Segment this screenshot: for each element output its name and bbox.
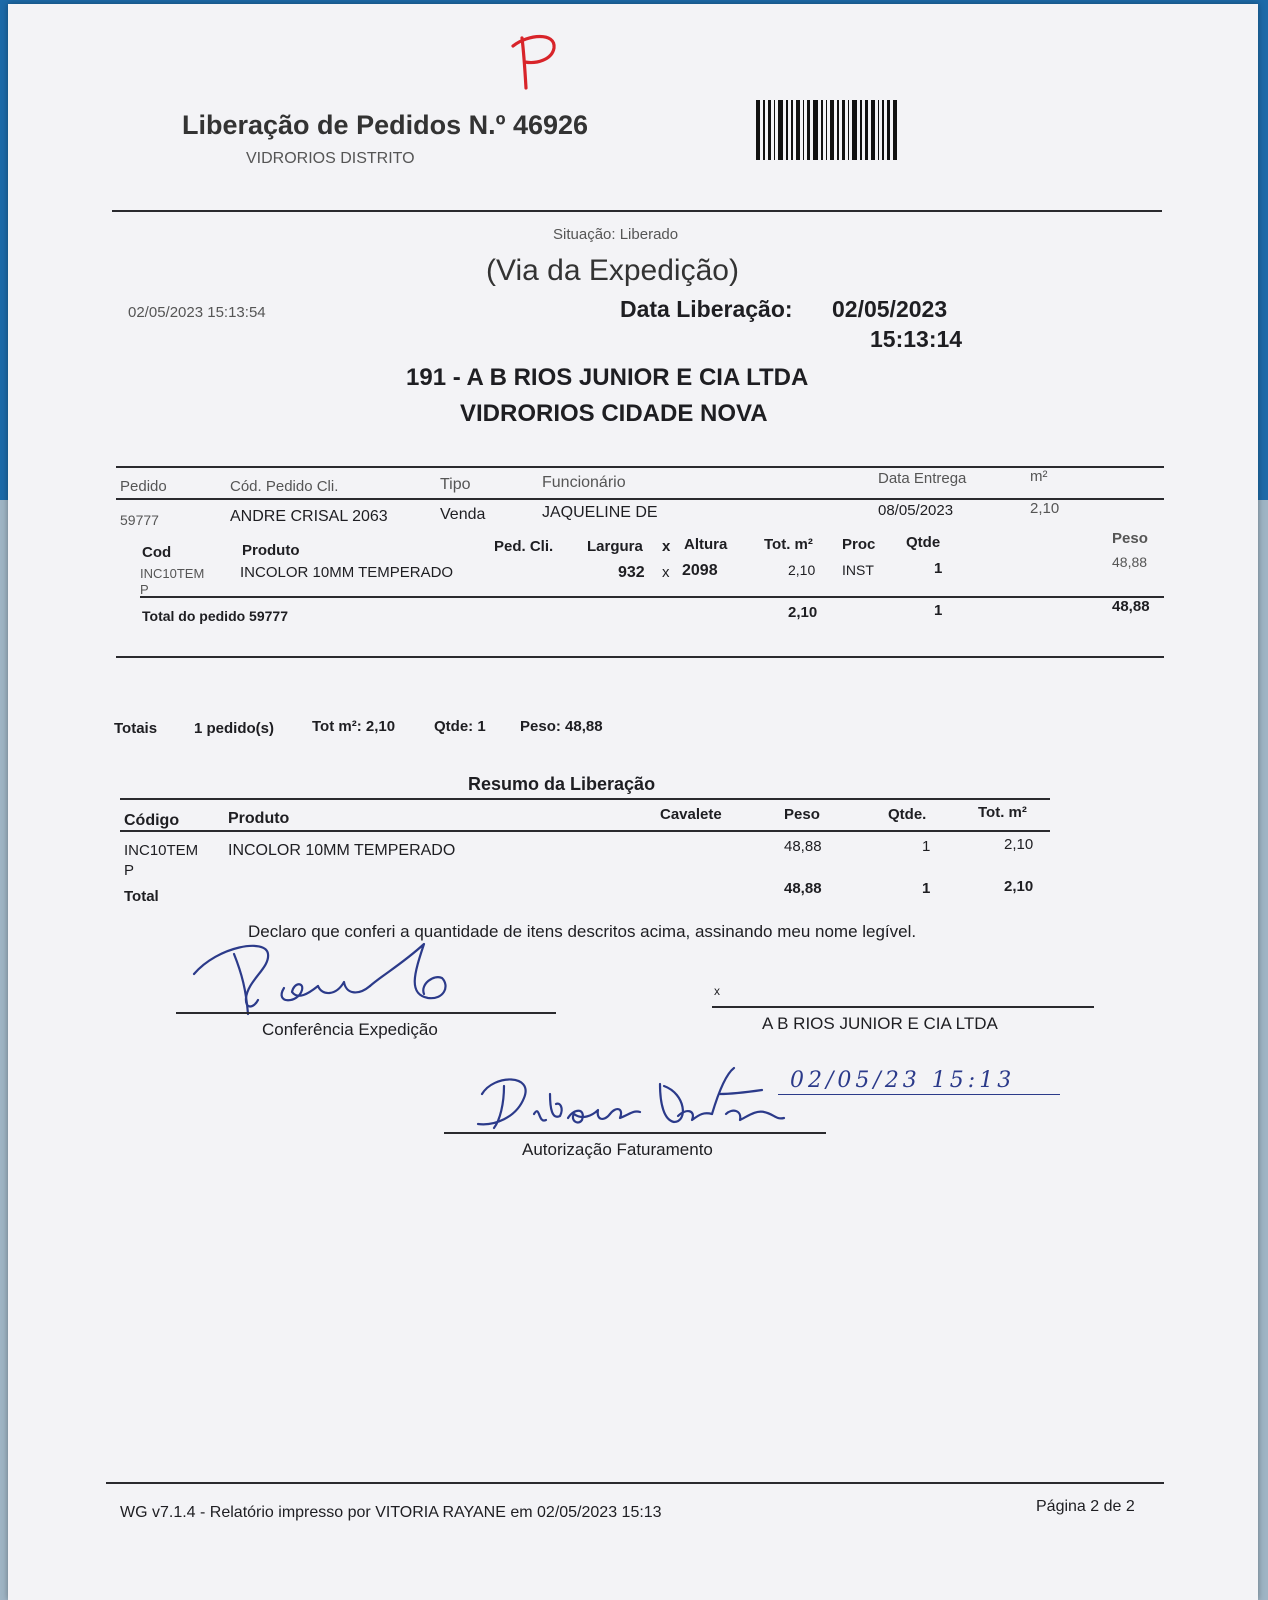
declaration-text: Declaro que conferi a quantidade de itens descritos acima, assinando meu nome legível.	[248, 922, 917, 941]
summary-tot-m2: 2,10	[1004, 836, 1034, 853]
item-header-largura: Largura	[587, 538, 643, 555]
item-header-ped-cli: Ped. Cli.	[494, 538, 554, 555]
release-date: 02/05/2023	[832, 296, 948, 322]
summary-produto: INCOLOR 10MM TEMPERADO	[228, 842, 456, 859]
item-header-qtde: Qtde	[906, 534, 941, 551]
item-cod-line2: P	[140, 582, 149, 597]
col-header-m2: m²	[1030, 468, 1048, 485]
item-header-altura: Altura	[684, 536, 728, 553]
header-divider	[112, 210, 1162, 212]
store-name: VIDRORIOS DISTRITO	[246, 150, 415, 167]
signature-line-autorizacao	[444, 1132, 826, 1134]
page-title: Liberação de Pedidos N.º 46926	[182, 110, 589, 140]
document-page	[8, 4, 1258, 1600]
summary-header-produto: Produto	[228, 810, 290, 827]
order-total-m2: 2,10	[788, 604, 818, 621]
client-unit: VIDRORIOS CIDADE NOVA	[460, 400, 768, 427]
item-produto: INCOLOR 10MM TEMPERADO	[240, 564, 454, 581]
totals-qtde: Qtde: 1	[434, 718, 486, 735]
signature-x-mark: x	[714, 984, 720, 998]
order-table-header-rule	[116, 498, 1164, 500]
footer-divider	[106, 1482, 1164, 1484]
item-qtde: 1	[934, 560, 943, 577]
item-tot-m2: 2,10	[788, 562, 816, 578]
col-header-funcionario: Funcionário	[542, 474, 626, 491]
item-header-produto: Produto	[242, 542, 300, 559]
summary-peso: 48,88	[784, 838, 822, 855]
order-table-bottom-rule	[116, 656, 1164, 658]
item-total-rule	[140, 596, 1164, 598]
order-total-peso: 48,88	[1112, 598, 1150, 615]
printed-timestamp: 02/05/2023 15:13:54	[128, 304, 266, 321]
order-data-entrega: 08/05/2023	[878, 502, 954, 519]
summary-codigo-line1: INC10TEM	[124, 842, 199, 859]
summary-codigo-line2: P	[124, 862, 135, 879]
item-x: x	[662, 564, 670, 581]
signature-autorizacao	[464, 1064, 794, 1140]
signature-conferencia	[188, 934, 478, 1024]
summary-top-rule	[120, 798, 1050, 800]
copy-type: (Via da Expedição)	[486, 254, 739, 287]
signature-line-company	[712, 1006, 1094, 1008]
summary-total-tot-m2: 2,10	[1004, 878, 1034, 895]
item-header-peso: Peso	[1112, 530, 1148, 547]
situation-status: Situação: Liberado	[553, 226, 679, 243]
item-header-proc: Proc	[842, 536, 876, 553]
summary-title: Resumo da Liberação	[468, 774, 656, 794]
item-proc: INST	[842, 562, 874, 578]
signature-line-conferencia	[176, 1012, 556, 1014]
release-time: 15:13:14	[870, 326, 963, 352]
col-header-data-entrega: Data Entrega	[878, 470, 967, 487]
order-tipo: Venda	[440, 506, 486, 523]
item-largura: 932	[618, 564, 645, 581]
caption-autorizacao-faturamento: Autorização Faturamento	[522, 1140, 713, 1159]
order-table-top-rule	[116, 466, 1164, 468]
col-header-tipo: Tipo	[440, 476, 471, 493]
col-header-cod-pedido-cli: Cód. Pedido Cli.	[230, 478, 339, 495]
item-cod-line1: INC10TEM	[140, 566, 205, 581]
handwritten-p-mark	[498, 26, 568, 96]
summary-header-tot-m2: Tot. m²	[978, 804, 1027, 821]
release-date-label: Data Liberação:	[620, 296, 793, 322]
item-header-x: x	[662, 538, 671, 555]
footer-printed-by: WG v7.1.4 - Relatório impresso por VITORIA RAYANE em 02/05/2023 15:13	[120, 1504, 662, 1521]
handwritten-date: 02/05/23 15:13	[790, 1068, 1016, 1093]
totals-pedidos: 1 pedido(s)	[194, 720, 275, 737]
totals-peso: Peso: 48,88	[520, 718, 603, 735]
summary-header-codigo: Código	[124, 812, 180, 829]
order-pedido: 59777	[120, 512, 159, 528]
summary-header-rule	[120, 830, 1050, 832]
barcode	[756, 100, 946, 160]
order-total-label: Total do pedido 59777	[142, 608, 288, 624]
summary-total-label: Total	[124, 888, 159, 905]
item-header-tot-m2: Tot. m²	[764, 536, 813, 553]
item-altura: 2098	[682, 562, 718, 579]
summary-total-qtde: 1	[922, 880, 931, 897]
order-cod-pedido-cli: ANDRE CRISAL 2063	[230, 508, 388, 525]
summary-qtde: 1	[922, 838, 931, 855]
summary-total-peso: 48,88	[784, 880, 822, 897]
item-peso: 48,88	[1112, 554, 1148, 570]
totals-label: Totais	[114, 720, 158, 737]
order-funcionario: JAQUELINE DE	[542, 504, 658, 521]
summary-header-peso: Peso	[784, 806, 820, 823]
order-total-qtde: 1	[934, 602, 943, 619]
order-m2: 2,10	[1030, 500, 1060, 517]
totals-m2: Tot m²: 2,10	[312, 718, 396, 735]
summary-header-cavalete: Cavalete	[660, 806, 722, 823]
summary-header-qtde: Qtde.	[888, 806, 927, 823]
caption-company: A B RIOS JUNIOR E CIA LTDA	[762, 1014, 998, 1033]
handwritten-date-underline	[778, 1094, 1060, 1095]
client-name: 191 - A B RIOS JUNIOR E CIA LTDA	[406, 364, 809, 391]
footer-page-number: Página 2 de 2	[1036, 1498, 1135, 1515]
caption-conferencia-expedicao: Conferência Expedição	[262, 1020, 438, 1039]
item-header-cod: Cod	[142, 544, 172, 561]
col-header-pedido: Pedido	[120, 478, 167, 495]
